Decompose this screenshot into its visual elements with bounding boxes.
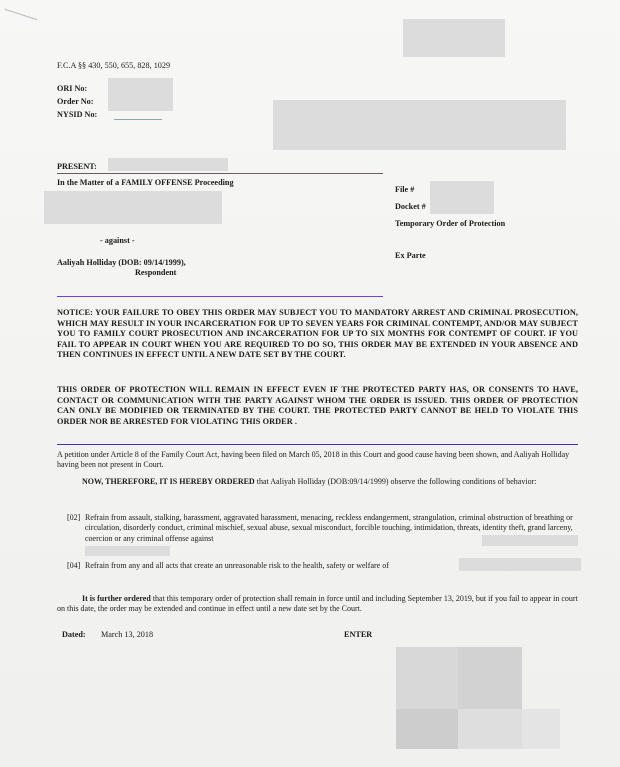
redaction-top-right-1 (403, 19, 505, 57)
condition-02-text: Refrain from assault, stalking, harassment, aggravated harassment, menacing, reckless endangerment, strangulation, criminal obstruction of breathing or circulation, disorderly conduct, criminal mischief, sexual abuse, sexual misconduct, forcible touching, intimidation, threats, identity theft, grand larceny, coercion or any criminal offense against (85, 513, 573, 543)
file-number-label: File # (395, 185, 415, 194)
redaction-top-right-2 (273, 100, 566, 150)
further-ordered-heading: It is further ordered (82, 594, 151, 603)
matter-title: In the Matter of a FAMILY OFFENSE Proceeding (57, 178, 234, 187)
ordered-paragraph (57, 477, 578, 487)
statute-reference: F.C.A §§ 430, 550, 655, 828, 1029 (57, 61, 171, 70)
order-no-label: Order No: (57, 97, 94, 106)
present-underline (57, 173, 383, 174)
condition-04-text: Refrain from any and all acts that create an unreasonable risk to the health, safety or welfare of (85, 561, 389, 570)
dated-label: Dated: (62, 630, 86, 639)
against-label: - against - (100, 236, 135, 245)
condition-04-code: [04] (67, 561, 81, 570)
notice-protected-party: THIS ORDER OF PROTECTION WILL REMAIN IN EFFECT EVEN IF THE PROTECTED PARTY HAS, OR CONSENTS TO HAVE, CONTACT OR COMMUNICATION WITH THE PARTY AGAINST WHOM THE ORDER IS ISSUED. THIS ORDER OF PROTECTION CAN ONLY BE MODIFIED OR TERMINATED BY THE COURT. THE PROTECTED PARTY CANNOT BE HELD TO VIOLATE THIS ORDER NOR BE ARRESTED FOR VIOLATING THIS ORDER . (57, 385, 578, 426)
redaction-judge (108, 158, 228, 171)
nysid-label: NYSID No: (57, 110, 98, 119)
notice-warning: NOTICE: YOUR FAILURE TO OBEY THIS ORDER MAY SUBJECT YOU TO MANDATORY ARREST AND CRIMINAL PROSECUTION, WHICH MAY RESULT IN YOUR INCARCERATION FOR UP TO SEVEN YEARS FOR CRIMINAL CONTEMPT, AND/OR MAY SUBJECT YOU TO FAMILY COURT PROSECUTION AND INCARCERATION FOR UP TO SIX MONTHS FOR CONTEMPT OF COURT. IF YOU FAIL TO APPEAR IN COURT WHEN YOU ARE REQUIRED TO DO SO, THIS ORDER MAY BE EXTENDED IN YOUR ABSENCE AND THEN CONTINUES IN EFFECT UNTIL A NEW DATE SET BY THE COURT. (57, 308, 578, 360)
order-type: Temporary Order of Protection (395, 219, 506, 228)
redaction-condition-02-party (482, 535, 578, 546)
redaction-petitioner (44, 191, 222, 224)
redaction-signature-5 (522, 709, 560, 749)
nysid-underline (114, 119, 162, 120)
docket-number-label: Docket # (395, 202, 426, 211)
scan-mark (5, 9, 38, 20)
redaction-signature-1 (396, 647, 458, 709)
redaction-file-docket (430, 181, 494, 214)
caption-underline (57, 296, 383, 297)
ordered-text: that Aaliyah Holliday (DOB:09/14/1999) observe the following conditions of behavior: (254, 477, 537, 486)
redaction-signature-3 (396, 709, 458, 749)
redaction-condition-04-party (459, 558, 581, 571)
redaction-signature-2 (458, 647, 522, 709)
dated-value: March 13, 2018 (101, 630, 154, 639)
ori-label: ORI No: (57, 84, 88, 93)
ordered-heading: NOW, THEREFORE, IT IS HEREBY ORDERED (82, 477, 255, 486)
condition-02-code: [02] (67, 513, 81, 522)
respondent-role: Respondent (135, 268, 177, 277)
redaction-ori-order (108, 78, 173, 111)
redaction-signature-4 (458, 709, 522, 749)
further-ordered-text: that this temporary order of protection shall remain in force until and including September 13, 2019, but if you fail to appear in court on this date, the order may be extended and continue in effect until a new date set by the Court. (57, 594, 578, 614)
notice-divider (57, 444, 578, 445)
ex-parte-label: Ex Parte (395, 251, 426, 260)
petition-paragraph: A petition under Article 8 of the Family Court Act, having been filed on March 05, 2018 in this Court and good cause having been shown, and Aaliyah Holliday having been not present in Court. (57, 450, 570, 470)
enter-label: ENTER (344, 630, 373, 639)
redaction-condition-02-line (85, 546, 170, 556)
respondent-name: Aaliyah Holliday (DOB: 09/14/1999), (57, 258, 186, 267)
further-ordered-paragraph (57, 594, 578, 615)
present-label: PRESENT: (57, 162, 97, 171)
